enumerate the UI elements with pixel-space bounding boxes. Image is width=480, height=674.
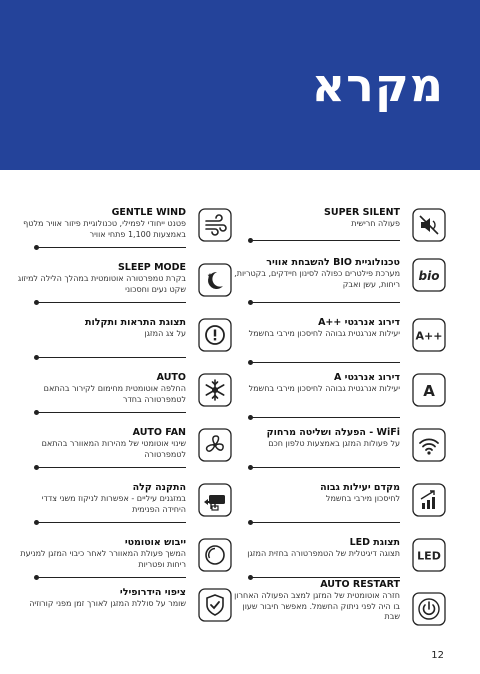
item-title: דירוג אנרגטי A — [333, 372, 400, 383]
separator-line — [250, 302, 400, 303]
separator-line — [36, 467, 186, 468]
item-title: AUTO — [156, 372, 186, 383]
a-plus-plus-label: A++ — [415, 329, 443, 343]
led-icon — [412, 538, 446, 572]
item-description: על צג המזגן — [144, 329, 186, 338]
legend-item — [250, 426, 446, 478]
alert-icon — [198, 318, 232, 352]
dry-icon — [198, 538, 232, 572]
legend-item — [234, 578, 446, 630]
legend-item — [36, 316, 232, 368]
legend-item — [250, 206, 446, 258]
page-number: 12 — [431, 650, 444, 661]
legend-item — [36, 481, 232, 533]
item-title: WiFi - הפעלה ושליטה מרחוק — [266, 427, 400, 438]
legend-grid — [17, 206, 446, 636]
item-description: חזרה אוטומטית של המזגן למצב הפעולה האחרון בו היה לפני ניתוק החשמל. מאפשר חיבור שעון שבת — [234, 591, 400, 621]
item-title: SUPER SILENT — [324, 207, 400, 218]
a-grade-label: A — [423, 382, 435, 400]
a-plus-plus-icon — [412, 318, 446, 352]
legend-item — [23, 206, 232, 258]
legend-item — [250, 481, 446, 533]
item-description: על פעולות המזגן באמצעות טלפון חכם — [268, 439, 400, 448]
legend-item — [250, 371, 446, 423]
separator-line — [36, 522, 186, 523]
separator-line — [250, 467, 400, 468]
item-title: התקנה קלה — [132, 482, 186, 493]
item-title: GENTLE WIND — [111, 207, 186, 218]
item-description: בקרת טמפרטורה אוטומטית במהלך הלילה למיזוג שקט נעים וחסכוני — [17, 274, 186, 294]
efficiency-bars-icon — [412, 483, 446, 517]
item-description: החלפה אוטומטית מחימום לקירור בהתאם לטמפרטורה בחדר — [43, 384, 186, 404]
item-description: פטנט ייחודי לפמילי, טכנולוגיית פיזור אוויר מלטף באמצעות 1,100 פתחי אוויר — [23, 219, 186, 239]
item-title: טכנולוגיית BIO להשבחת אוויר — [266, 257, 400, 268]
bio-icon-label: bio — [418, 269, 440, 283]
item-description: מערכת פילטרים כפולה לסינון חיידקים, בקטריות, ריחות, עשן ואבק — [234, 269, 400, 289]
legend-item — [20, 536, 232, 588]
bio-icon — [412, 258, 446, 292]
mute-speaker-icon — [412, 208, 446, 242]
item-title: AUTO FAN — [132, 427, 186, 438]
item-description: יעילות אנרגטית גבוהה לחיסכון מירבי בחשמל — [248, 329, 400, 338]
item-description: פעולה חרישית — [351, 219, 400, 228]
item-title: תצוגת LED — [349, 537, 400, 548]
separator-line — [36, 302, 186, 303]
legend-item — [17, 261, 232, 313]
item-title: ייבוש אוטומטי — [124, 537, 186, 548]
separator-line — [36, 357, 186, 358]
separator-line — [36, 577, 186, 578]
fan-icon — [198, 428, 232, 462]
wifi-icon — [412, 428, 446, 462]
item-description: תצוגה דיגיטלית של הטמפרטורה בחזית המזגן — [247, 549, 400, 558]
item-description: שומר על סוללת המזגן לאורך זמן מפני קורוזיה — [29, 599, 186, 608]
legend-item — [250, 316, 446, 368]
shield-check-icon — [198, 588, 232, 622]
item-title: תצוגת התראות ותקלות — [85, 317, 186, 328]
moon-icon — [198, 263, 232, 297]
separator-line — [250, 417, 400, 418]
item-title: מקדם יעילות גבוה — [320, 482, 400, 493]
wind-icon — [198, 208, 232, 242]
led-icon-label: LED — [417, 549, 441, 563]
separator-line — [250, 522, 400, 523]
header-banner — [0, 0, 480, 170]
item-description: במזגנים עיליים - אפשרות לניקוז משני צדדי היחידה הפנימית — [41, 494, 186, 514]
item-title: SLEEP MODE — [117, 262, 186, 273]
item-description: שינוי אוטומטי של מהירות המאוורר בהתאם לטמפרטורה — [41, 439, 186, 459]
item-title: AUTO RESTART — [320, 579, 400, 590]
item-title: דירוג אנרגטי ++A — [318, 317, 400, 328]
item-description: לחיסכון מירבי בחשמל — [325, 494, 400, 503]
legend-item — [36, 426, 232, 478]
separator-line — [36, 412, 186, 413]
separator-line — [36, 247, 186, 248]
legend-item — [234, 256, 446, 308]
separator-line — [250, 362, 400, 363]
power-restart-icon — [412, 592, 446, 626]
a-grade-icon — [412, 373, 446, 407]
item-title: ציפוי הידרופילי — [119, 587, 186, 598]
separator-line — [250, 240, 400, 241]
legend-item — [29, 586, 232, 638]
item-description: המשך פעולת המאוורר לאחר כיבוי המזגן למניעת ריחות ופטריות — [20, 549, 186, 569]
legend-item — [36, 371, 232, 423]
page-title: מקרא — [311, 58, 444, 112]
item-description: יעילות אנרגטית גבוהה לחיסכון מירבי בחשמל — [248, 384, 400, 393]
snow-sun-icon — [198, 373, 232, 407]
easy-install-icon — [198, 483, 232, 517]
